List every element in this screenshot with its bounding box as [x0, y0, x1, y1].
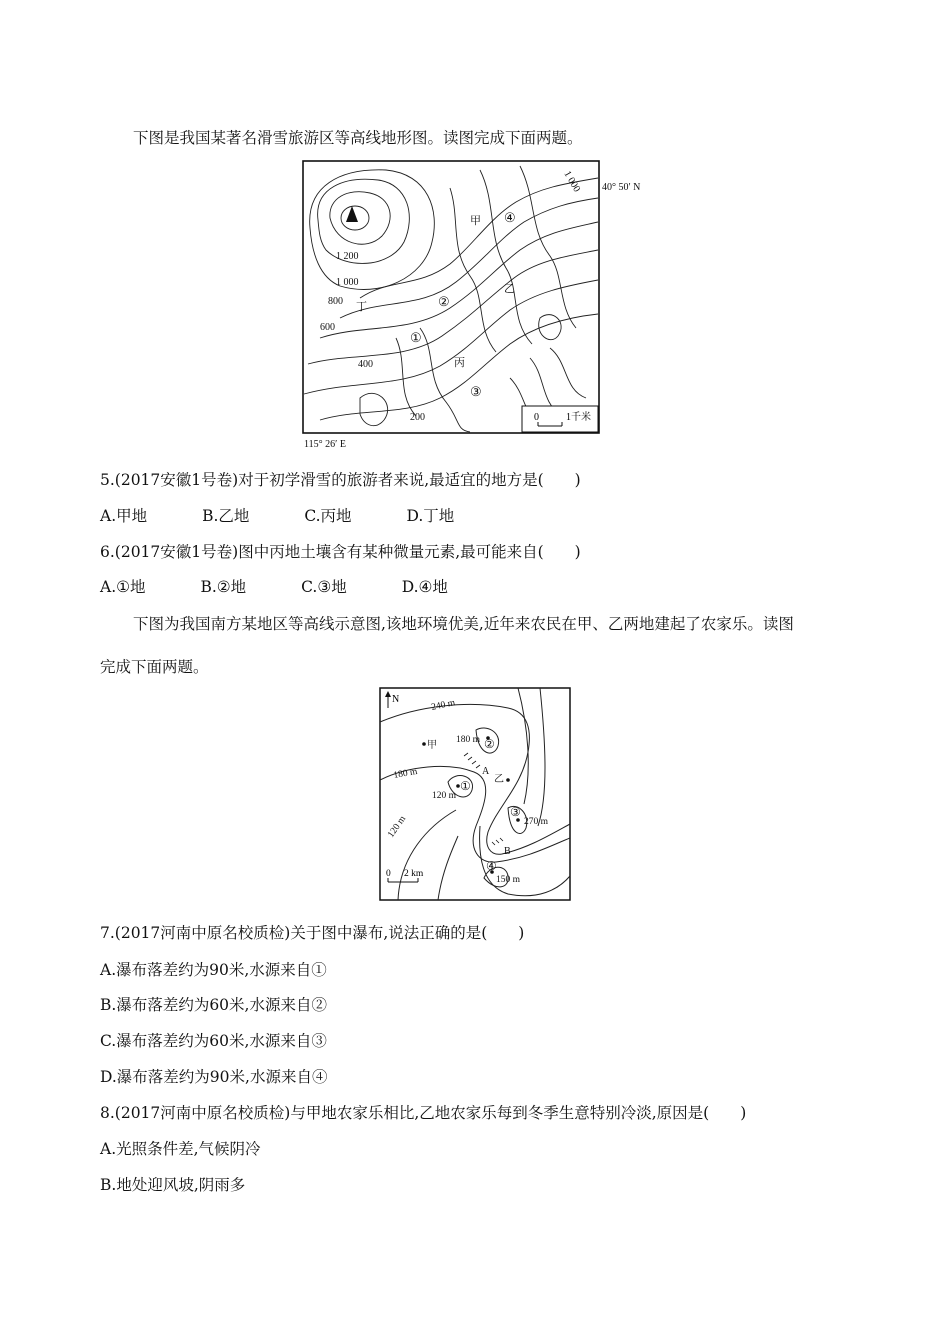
latitude-label: 40° 50′ N	[602, 182, 641, 193]
point-label-2: ②	[484, 737, 495, 751]
contour-label: 1 000	[336, 277, 359, 288]
contour-label: 400	[358, 359, 373, 370]
option-d[interactable]: D.④地	[401, 578, 448, 596]
point-label-1: ①	[410, 330, 422, 345]
place-label-jia: 甲	[470, 215, 481, 227]
point-label-4: ④	[504, 210, 516, 225]
letter-b: B	[504, 846, 511, 857]
option-c[interactable]: C.丙地	[304, 507, 352, 525]
contour-label: 120 m	[432, 791, 457, 801]
contour-map-ski-resort	[300, 158, 660, 454]
intro-paragraph-2-continued: 完成下面两题。	[100, 658, 209, 676]
place-label-ding: 丁	[356, 301, 367, 313]
question-6-stem: 6.(2017安徽1号卷)图中丙地土壤含有某种微量元素,最可能来自( )	[100, 543, 581, 561]
question-7-option-b[interactable]: B.瀑布落差约为60米,水源来自②	[100, 996, 327, 1014]
contour-map-southern-region	[378, 686, 574, 904]
place-label-jia: 甲	[427, 740, 437, 751]
question-8-option-b[interactable]: B.地处迎风坡,阴雨多	[100, 1176, 246, 1194]
intro-paragraph-2: 下图为我国南方某地区等高线示意图,该地环境优美,近年来农民在甲、乙两地建起了农家乐。读图	[133, 615, 794, 633]
point-label-1: ①	[460, 779, 471, 793]
question-7-option-d[interactable]: D.瀑布落差约为90米,水源来自④	[100, 1068, 328, 1086]
question-7-option-c[interactable]: C.瀑布落差约为60米,水源来自③	[100, 1032, 327, 1050]
longitude-label: 115° 26′ E	[304, 439, 346, 450]
option-b[interactable]: B.乙地	[202, 507, 250, 525]
question-5-options	[100, 505, 504, 527]
scale-label: 2 km	[404, 869, 424, 879]
point-label-2: ②	[438, 294, 450, 309]
option-b[interactable]: B.②地	[200, 578, 247, 596]
place-label-yi: 乙	[504, 283, 515, 295]
contour-label: 200	[410, 412, 425, 423]
intro-paragraph-1: 下图是我国某著名滑雪旅游区等高线地形图。读图完成下面两题。	[133, 129, 583, 147]
contour-label: 1 000	[561, 169, 583, 195]
question-8-stem: 8.(2017河南中原名校质检)与甲地农家乐相比,乙地农家乐每到冬季生意特别冷淡,原因是( )	[100, 1104, 747, 1122]
point-label-3: ③	[510, 805, 521, 819]
option-a[interactable]: A.甲地	[100, 507, 148, 525]
scale-zero: 0	[534, 412, 539, 423]
contour-label: 150 m	[496, 875, 521, 885]
scale-zero: 0	[386, 869, 391, 879]
contour-label: 180 m	[456, 735, 481, 745]
contour-label: 600	[320, 322, 335, 333]
question-7-option-a[interactable]: A.瀑布落差约为90米,水源来自①	[100, 961, 327, 979]
contour-label: 240 m	[430, 698, 457, 713]
point-label-3: ③	[470, 384, 482, 399]
question-6-options	[100, 576, 498, 598]
north-label: N	[392, 694, 400, 705]
contour-label: 800	[328, 296, 343, 307]
point-label-4: ④	[486, 859, 497, 873]
option-a[interactable]: A.①地	[100, 578, 146, 596]
place-label-bing: 丙	[454, 357, 465, 369]
question-7-stem: 7.(2017河南中原名校质检)关于图中瀑布,说法正确的是( )	[100, 924, 525, 942]
scale-label: 1千米	[566, 412, 591, 423]
contour-label: 120 m	[386, 814, 409, 840]
contour-label: 270 m	[524, 817, 549, 827]
option-c[interactable]: C.③地	[301, 578, 347, 596]
contour-label: 1 200	[336, 251, 359, 262]
option-d[interactable]: D.丁地	[406, 507, 455, 525]
question-8-option-a[interactable]: A.光照条件差,气候阴冷	[100, 1140, 261, 1158]
letter-a: A	[482, 766, 490, 777]
question-5-stem: 5.(2017安徽1号卷)对于初学滑雪的旅游者来说,最适宜的地方是( )	[100, 471, 581, 489]
place-label-yi: 乙	[494, 774, 504, 785]
contour-label: 180 m	[392, 766, 419, 781]
